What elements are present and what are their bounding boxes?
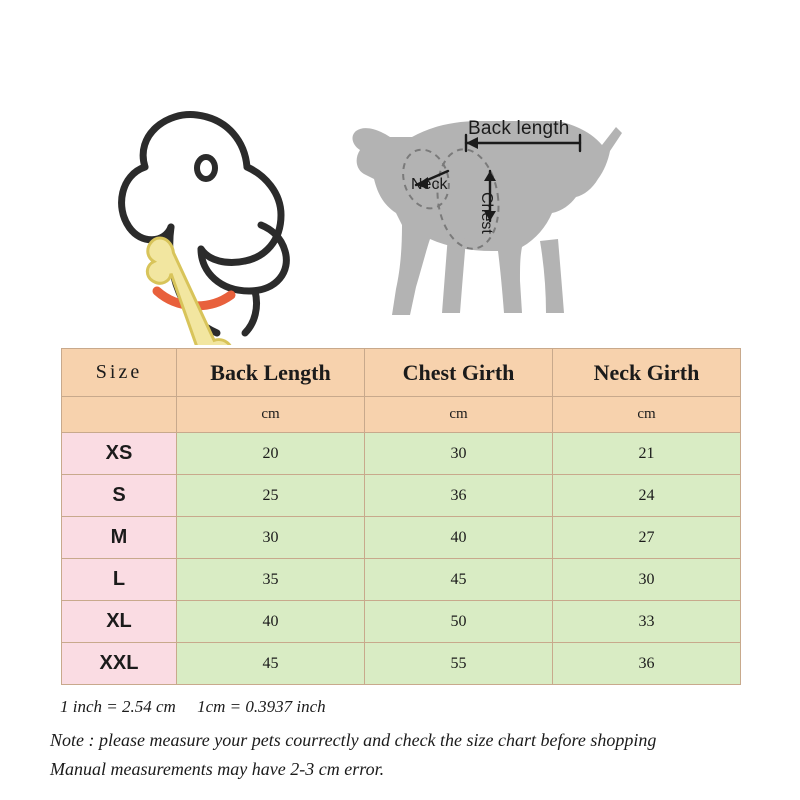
row-back-length: 45 (177, 643, 365, 685)
row-neck-girth: 30 (553, 559, 741, 601)
unit-neck-girth: cm (553, 397, 741, 433)
table-header-row (62, 349, 741, 397)
row-chest-girth: 55 (365, 643, 553, 685)
table-row (62, 559, 741, 601)
table-unit-row (62, 397, 741, 433)
table-row (62, 517, 741, 559)
row-chest-girth: 36 (365, 475, 553, 517)
row-back-length: 40 (177, 601, 365, 643)
back-length-label: Back length (468, 118, 570, 139)
row-back-length: 25 (177, 475, 365, 517)
chest-label: Chest (478, 192, 495, 234)
header-size: Size (62, 349, 177, 397)
table-row (62, 433, 741, 475)
unit-chest-girth: cm (365, 397, 553, 433)
row-size: L (62, 559, 177, 601)
row-size: M (62, 517, 177, 559)
row-size: XL (62, 601, 177, 643)
unit-conversion-note: 1 inch = 2.54 cm 1cm = 0.3937 inch (60, 697, 326, 716)
row-size: S (62, 475, 177, 517)
table-row (62, 475, 741, 517)
header-back-length: Back Length (177, 349, 365, 397)
measure-note-line-2: Manual measurements may have 2-3 cm error. (50, 759, 385, 779)
row-back-length: 30 (177, 517, 365, 559)
row-neck-girth: 33 (553, 601, 741, 643)
row-size: XXL (62, 643, 177, 685)
table-row (62, 643, 741, 685)
size-table-wrapper (61, 348, 740, 685)
header-neck-girth: Neck Girth (553, 349, 741, 397)
row-neck-girth: 36 (553, 643, 741, 685)
size-chart-table (61, 348, 741, 685)
unit-back-length: cm (177, 397, 365, 433)
neck-label: Neck (411, 176, 448, 193)
outline-dog-svg (105, 95, 335, 345)
header-chest-girth: Chest Girth (365, 349, 553, 397)
unit-size-blank (62, 397, 177, 433)
notes-section (50, 697, 790, 788)
row-neck-girth: 21 (553, 433, 741, 475)
outline-dog-illustration (105, 95, 335, 345)
row-chest-girth: 30 (365, 433, 553, 475)
dog-eye-icon (197, 157, 215, 179)
row-back-length: 35 (177, 559, 365, 601)
row-back-length: 20 (177, 433, 365, 475)
row-size: XS (62, 433, 177, 475)
table-row (62, 601, 741, 643)
illustration-area (0, 0, 800, 345)
row-chest-girth: 40 (365, 517, 553, 559)
measure-note-line-1: Note : please measure your pets courrectly and check the size chart before shopping (50, 730, 657, 750)
row-neck-girth: 27 (553, 517, 741, 559)
row-chest-girth: 45 (365, 559, 553, 601)
row-chest-girth: 50 (365, 601, 553, 643)
row-neck-girth: 24 (553, 475, 741, 517)
